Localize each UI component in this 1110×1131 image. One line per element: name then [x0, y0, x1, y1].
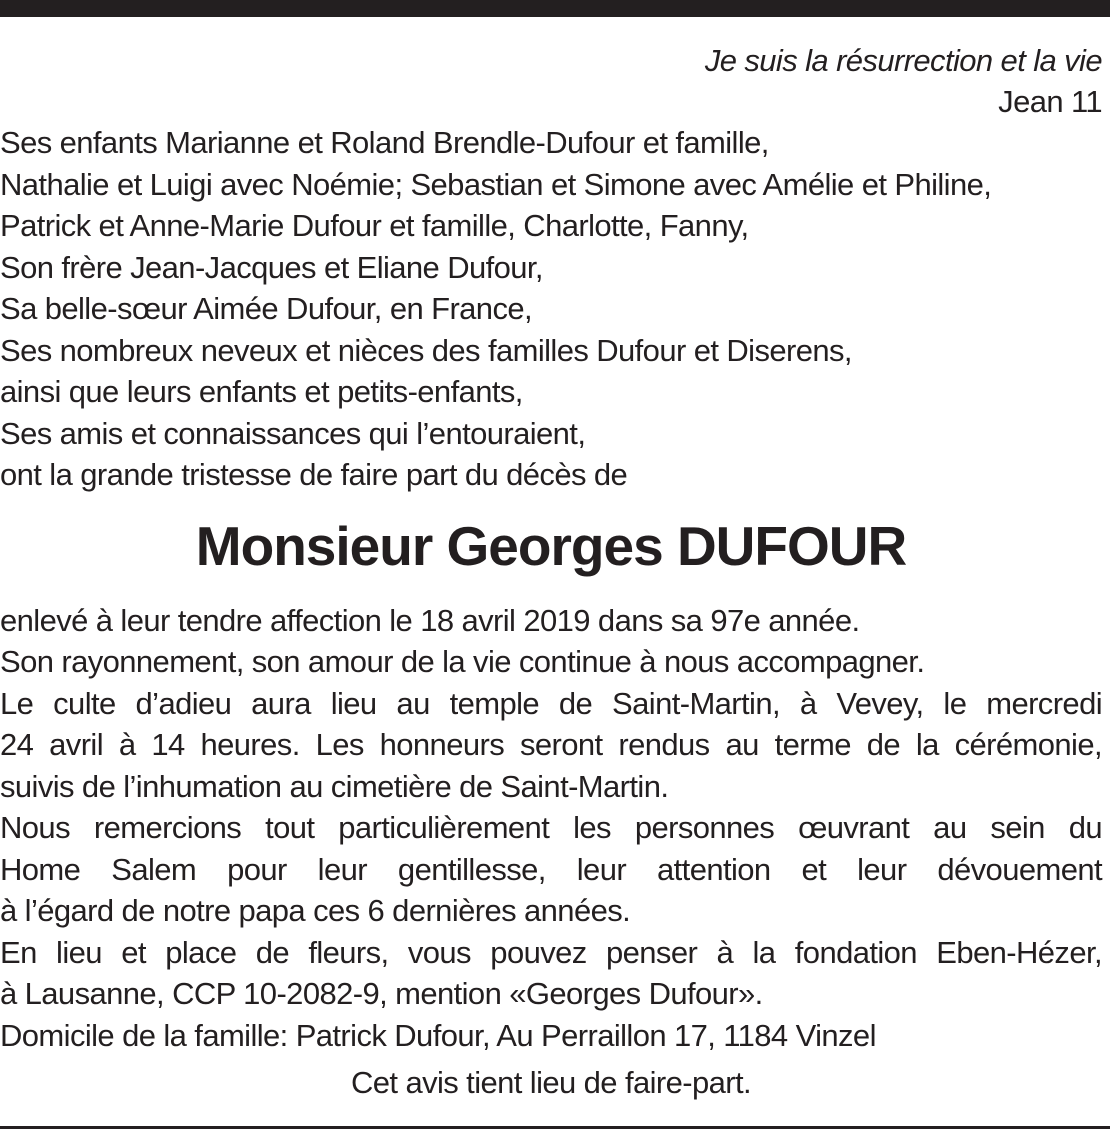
family-line: Ses nombreux neveux et nièces des familles Dufour et Diserens, — [0, 332, 852, 368]
family-line: Patrick et Anne-Marie Dufour et famille, Charlotte, Fanny, — [0, 208, 749, 243]
family-line: ainsi que leurs enfants et petits-enfants, — [0, 374, 523, 409]
body-line: à l’égard de notre papa ces 6 dernières années. — [0, 893, 631, 928]
family-line: Son frère Jean-Jacques et Eliane Dufour, — [0, 249, 543, 285]
body-line: enlevé à leur tendre affection le 18 avril 2019 dans sa 97e année. — [0, 602, 860, 638]
closing-note: Cet avis tient lieu de faire-part. — [350, 1065, 752, 1100]
deceased-name: Monsieur Georges DUFOUR — [195, 514, 907, 577]
notice-body — [0, 600, 1102, 1057]
body-line: 24 avril à 14 heures. Les honneurs seront rendus au terme de la cérémonie, — [0, 727, 1102, 762]
body-line: En lieu et place de fleurs, vous pouvez penser à la fondation Eben-Hézer, — [0, 934, 1102, 970]
epigraph-reference: Jean 11 — [998, 84, 1102, 119]
epigraph — [0, 40, 1102, 122]
family-line: ont la grande tristesse de faire part du décès de — [0, 457, 628, 492]
body-line: à Lausanne, CCP 10-2082-9, mention «Georges Dufour». — [0, 976, 763, 1011]
body-line: Domicile de la famille: Patrick Dufour, Au Perraillon 17, 1184 Vinzel — [0, 1017, 876, 1053]
top-border-rule — [0, 0, 1110, 17]
death-notice — [0, 40, 1102, 1104]
family-announcement — [0, 122, 1102, 496]
family-line: Nathalie et Luigi avec Noémie; Sebastian et Simone avec Amélie et Philine, — [0, 166, 992, 202]
body-line: Home Salem pour leur gentillesse, leur attention et leur dévouement — [0, 851, 1102, 887]
body-line: suivis de l’inhumation au cimetière de Saint-Martin. — [0, 768, 669, 804]
epigraph-quote: Je suis la résurrection et la vie — [704, 43, 1102, 78]
body-line: Nous remercions tout particulièrement les personnes œuvrant au sein du — [0, 810, 1102, 845]
body-line: Le culte d’adieu aura lieu au temple de Saint-Martin, à Vevey, le mercredi — [0, 685, 1102, 721]
body-line: Son rayonnement, son amour de la vie continue à nous accompagner. — [0, 644, 925, 679]
family-line: Ses amis et connaissances qui l’entouraient, — [0, 415, 586, 451]
family-line: Ses enfants Marianne et Roland Brendle-Dufour et famille, — [0, 125, 769, 160]
family-line: Sa belle-sœur Aimée Dufour, en France, — [0, 291, 533, 326]
bottom-border-rule — [0, 1126, 1110, 1129]
